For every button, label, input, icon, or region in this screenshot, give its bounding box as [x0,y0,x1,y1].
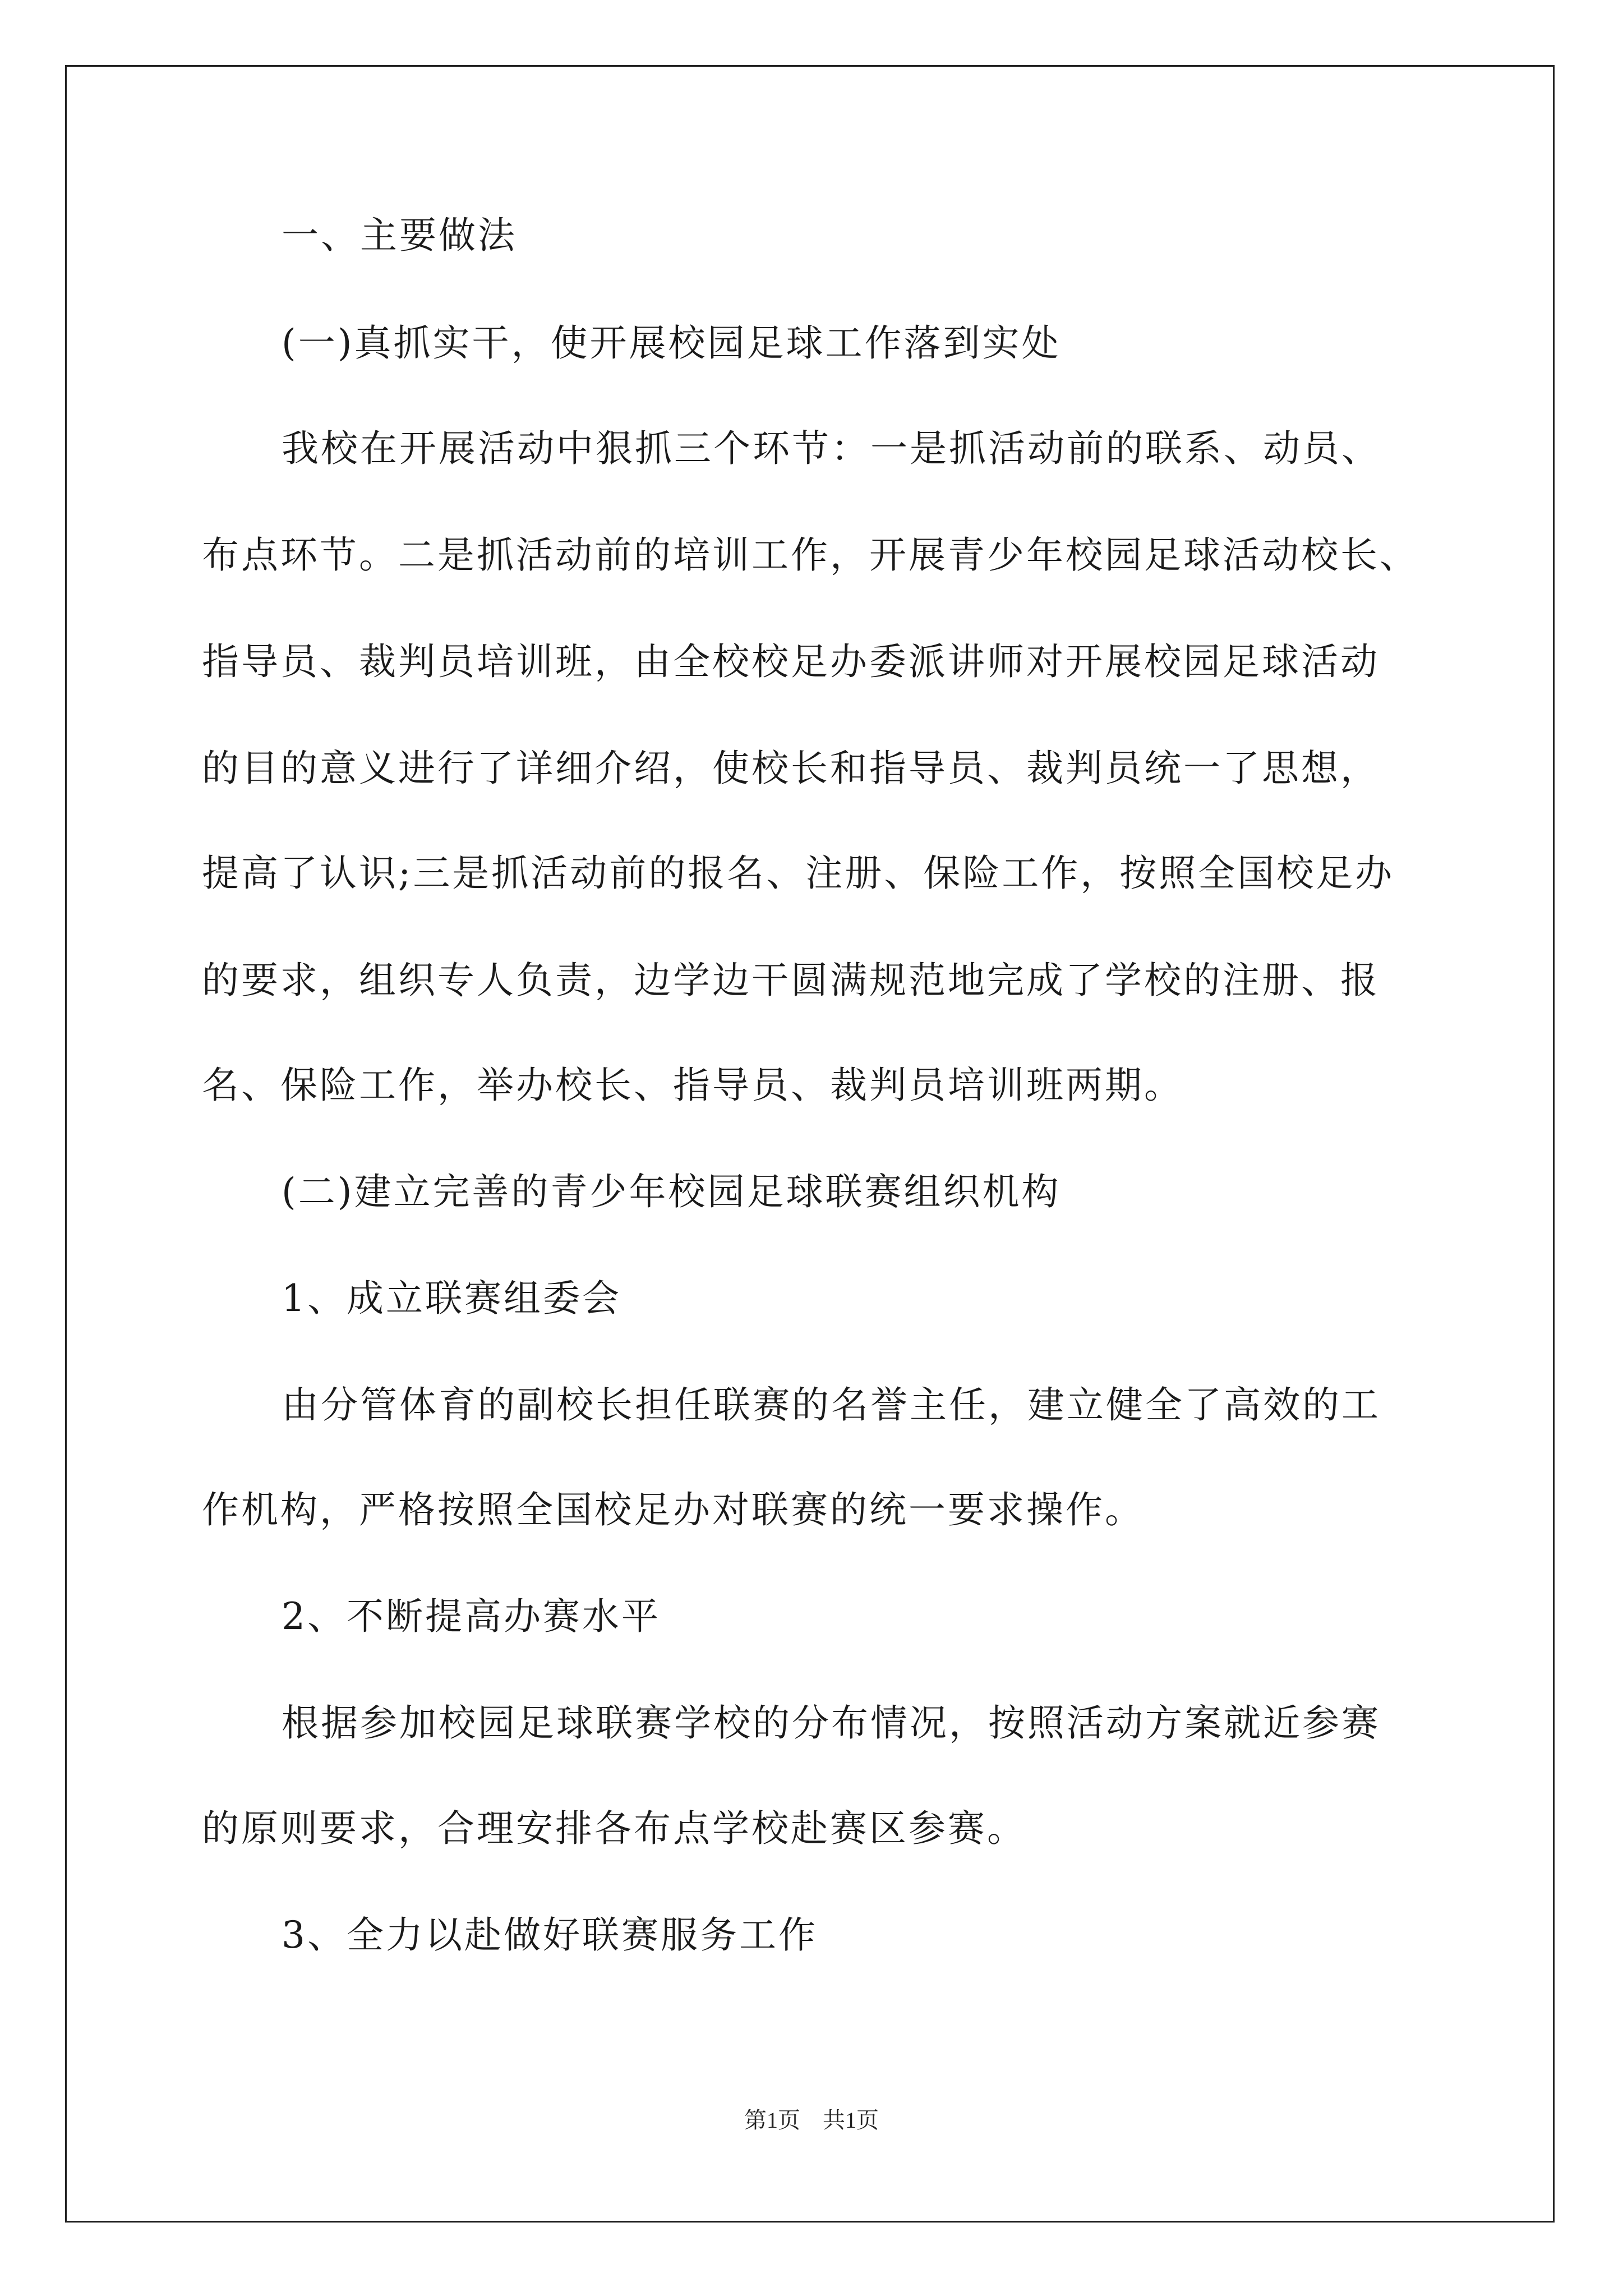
section-heading: 一、主要做法 [282,214,517,257]
paragraph-line: 作机构，严格按照全国校足办对联赛的统一要求操作。 [202,1488,1144,1531]
paragraph-line: 由分管体育的副校长担任联赛的名誉主任，建立健全了高效的工 [282,1383,1381,1427]
paragraph-line: 的目的意义进行了详细介绍，使校长和指导员、裁判员统一了思想， [202,747,1380,790]
paragraph-line: 的要求，组织专人负责，边学边干圆满规范地完成了学校的注册、报 [202,959,1380,1002]
paragraph-line: 根据参加校园足球联赛学校的分布情况，按照活动方案就近参赛 [282,1701,1381,1745]
paragraph-line: 提高了认识;三是抓活动前的报名、注册、保险工作，按照全国校足办 [202,852,1395,895]
item-heading: 3、全力以赴做好联赛服务工作 [282,1913,818,1957]
item-heading: 2、不断提高办赛水平 [282,1595,661,1638]
paragraph-line: 布点环节。二是抓活动前的培训工作，开展青少年校园足球活动校长、 [202,533,1419,577]
page-number: 第1页 [744,2108,800,2133]
subsection-heading: (二)建立完善的青少年校园足球联赛组织机构 [282,1170,1061,1213]
paragraph-line: 的原则要求，合理安排各布点学校赴赛区参赛。 [202,1807,1026,1850]
item-heading: 1、成立联赛组委会 [282,1277,621,1320]
paragraph-line: 指导员、裁判员培训班，由全校校足办委派讲师对开展校园足球活动 [202,640,1380,683]
page-border [65,65,1555,2223]
page-total: 共1页 [823,2108,879,2133]
page-footer [0,2106,1623,2134]
paragraph-line: 我校在开展活动中狠抓三个环节：一是抓活动前的联系、动员、 [282,427,1381,470]
subsection-heading: (一)真抓实干，使开展校园足球工作落到实处 [282,321,1061,365]
paragraph-line: 名、保险工作，举办校长、指导员、裁判员培训班两期。 [202,1064,1183,1107]
